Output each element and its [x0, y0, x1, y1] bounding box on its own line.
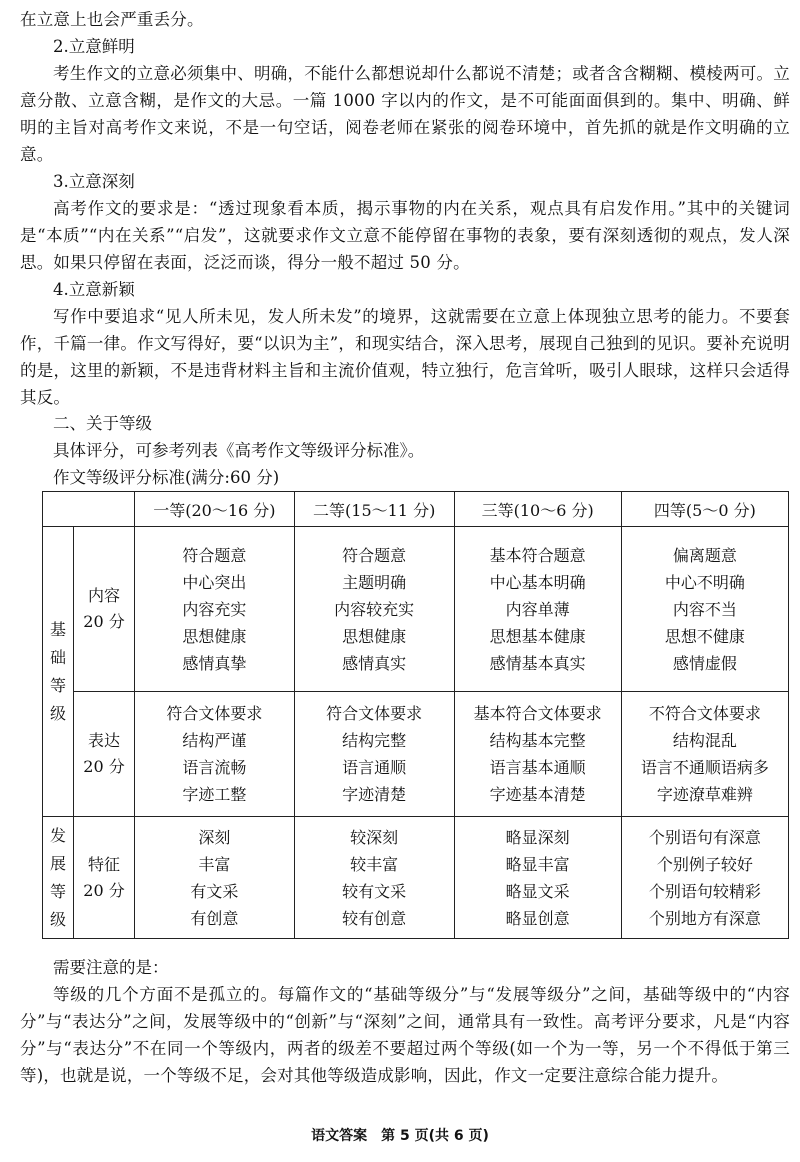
cell-line: 较丰富 [350, 854, 399, 874]
cell-line: 符合题意 [182, 545, 247, 565]
cell-line: 感情真实 [342, 653, 407, 673]
cell-line: 较有文采 [342, 881, 407, 901]
group-basic [43, 527, 74, 817]
cell-line: 基本符合题意 [489, 545, 586, 565]
section-heading: 二、关于等级 [53, 414, 152, 433]
paragraph-5: 具体评分，可参考列表《高考作文等级评分标准》。 [53, 441, 425, 460]
table-cell [135, 527, 295, 692]
cell-line: 感情虚假 [672, 653, 737, 673]
cell-line: 思想健康 [182, 626, 247, 646]
header-grade-4: 四等(5～0 分) [621, 492, 788, 527]
paragraph-2: 考生作文的立意必须集中、明确，不能什么都想说却什么都说不清楚；或者含含糊糊、模棱两可。立意分散、立意含糊，是作文的大忌。一篇 1000 字以内的作文，是不可能面面俱到的。集中、明确、鲜明的主旨对高考作文来说，不是一句空话，阅卷老师在紧张的阅卷环境中，首先抓的就是作文明确的立意。 [20, 64, 790, 164]
cell-line: 符合文体要求 [166, 704, 263, 723]
cell-line: 语言通顺 [342, 758, 407, 777]
row-label-feature [74, 817, 135, 939]
cell-line: 结构完整 [342, 731, 407, 750]
table-cell [621, 527, 788, 692]
cell-line: 偏离题意 [672, 545, 737, 565]
table-cell [135, 692, 295, 817]
header-grade-2: 二等(15～11 分) [294, 492, 454, 527]
table-title: 作文等级评分标准(满分:60 分) [53, 468, 280, 487]
paragraph-4: 写作中要追求“见人所未见，发人所未发”的境界，这就需要在立意上体现独立思考的能力。不要套作，千篇一律。作文写得好，要“以识为主”，和现实结合，深入思考，展现自己独到的见识。要补充说明的是，这里的新颖，不是违背材料主旨和主流价值观，特立独行，危言耸听，吸引人眼球，这样只会适得其反。 [20, 307, 790, 407]
row-label-expression [74, 692, 135, 817]
cell-line: 思想健康 [342, 626, 407, 646]
cell-line: 字迹基本清楚 [489, 785, 586, 804]
cell-line: 结构混乱 [672, 731, 737, 750]
cell-line: 不符合文体要求 [648, 704, 761, 723]
row-label-content [74, 527, 135, 692]
cell-line: 有创意 [190, 908, 239, 928]
cell-line: 丰富 [198, 854, 231, 874]
cell-line: 个别例子较好 [656, 854, 753, 874]
cell-line: 略显创意 [505, 908, 570, 928]
table-cell [454, 692, 621, 817]
row-label-text: 表达 [87, 731, 120, 750]
cell-line: 语言基本通顺 [489, 758, 586, 777]
table-cell [454, 817, 621, 939]
table-cell [621, 692, 788, 817]
header-grade-1: 一等(20～16 分) [135, 492, 295, 527]
cell-line: 个别语句有深意 [648, 827, 761, 847]
paragraph-3: 高考作文的要求是：“透过现象看本质，揭示事物的内在关系，观点具有启发作用。”其中的关键词是“本质”“内在关系”“启发”，这就要求作文立意不能停留在事物的表象，要有深刻透彻的观点，发人深思。如果只停留在表面，泛泛而谈，得分一般不超过 50 分。 [20, 199, 790, 272]
cell-line: 语言不通顺语病多 [640, 758, 769, 777]
table-row-content [43, 527, 789, 692]
cell-line: 思想基本健康 [489, 626, 586, 646]
cell-line: 较有创意 [342, 908, 407, 928]
table-cell [621, 817, 788, 939]
cell-line: 个别语句较精彩 [648, 881, 761, 901]
cell-line: 中心不明确 [664, 572, 745, 592]
group-development-label: 发 展 等 级 [49, 825, 66, 929]
cell-line: 内容充实 [182, 599, 247, 619]
cell-line: 主题明确 [342, 572, 407, 592]
cell-line: 略显文采 [505, 881, 570, 901]
table-cell [135, 817, 295, 939]
header-corner [43, 492, 135, 527]
row-label-text: 内容 [87, 586, 120, 605]
group-basic-label: 基 础 等 级 [49, 619, 66, 723]
table-cell [294, 692, 454, 817]
group-development [43, 817, 74, 939]
cell-line: 较深刻 [350, 827, 399, 847]
cell-line: 思想不健康 [664, 626, 745, 646]
page-footer: 语文答案 第 5 页(共 6 页) [311, 1128, 489, 1144]
row-label-score: 20 分 [83, 880, 125, 900]
table-cell [454, 527, 621, 692]
header-grade-3: 三等(10～6 分) [454, 492, 621, 527]
grading-table [42, 491, 789, 939]
heading-4: 4.立意新颖 [53, 280, 135, 299]
cell-line: 字迹潦草难辨 [656, 785, 753, 804]
cell-line: 结构严谨 [182, 731, 247, 750]
row-label-score: 20 分 [83, 612, 125, 631]
cell-line: 深刻 [198, 827, 231, 847]
heading-3: 3.立意深刻 [53, 172, 135, 191]
cell-line: 基本符合文体要求 [473, 704, 602, 723]
cell-line: 略显深刻 [505, 827, 570, 847]
cell-line: 内容不当 [672, 599, 737, 619]
table-cell [294, 527, 454, 692]
cell-line: 个别地方有深意 [648, 908, 761, 928]
cell-line: 语言流畅 [182, 758, 247, 777]
intro-line: 在立意上也会严重丢分。 [20, 10, 204, 29]
row-label-text: 特征 [87, 854, 120, 874]
cell-line: 中心突出 [182, 572, 247, 592]
row-label-score: 20 分 [83, 757, 125, 776]
cell-line: 字迹清楚 [342, 785, 407, 804]
cell-line: 有文采 [190, 881, 239, 901]
cell-line: 略显丰富 [505, 854, 570, 874]
heading-2: 2.立意鲜明 [53, 37, 135, 56]
table-row-feature [43, 817, 789, 939]
notes-heading: 需要注意的是： [53, 958, 169, 977]
cell-line: 中心基本明确 [489, 572, 586, 592]
table-header-row [43, 492, 789, 527]
cell-line: 内容单薄 [505, 599, 570, 619]
cell-line: 感情基本真实 [489, 653, 586, 673]
cell-line: 内容较充实 [334, 599, 415, 619]
notes-paragraph: 等级的几个方面不是孤立的。每篇作文的“基础等级分”与“发展等级分”之间，基础等级中的“内容分”与“表达分”之间，发展等级中的“创新”与“深刻”之间，通常具有一致性。高考评分要求，凡是“内容分”与“表达分”不在同一个等级内，两者的级差不要超过两个等级(如一个为一等，另一个不得低于第三等)，也就是说，一个等级不足，会对其他等级造成影响，因此，作文一定要注意综合能力提升。 [20, 985, 790, 1085]
table-row-expression [43, 692, 789, 817]
cell-line: 字迹工整 [182, 785, 247, 804]
cell-line: 符合题意 [342, 545, 407, 565]
cell-line: 结构基本完整 [489, 731, 586, 750]
cell-line: 符合文体要求 [326, 704, 423, 723]
table-cell [294, 817, 454, 939]
cell-line: 感情真挚 [182, 653, 247, 673]
